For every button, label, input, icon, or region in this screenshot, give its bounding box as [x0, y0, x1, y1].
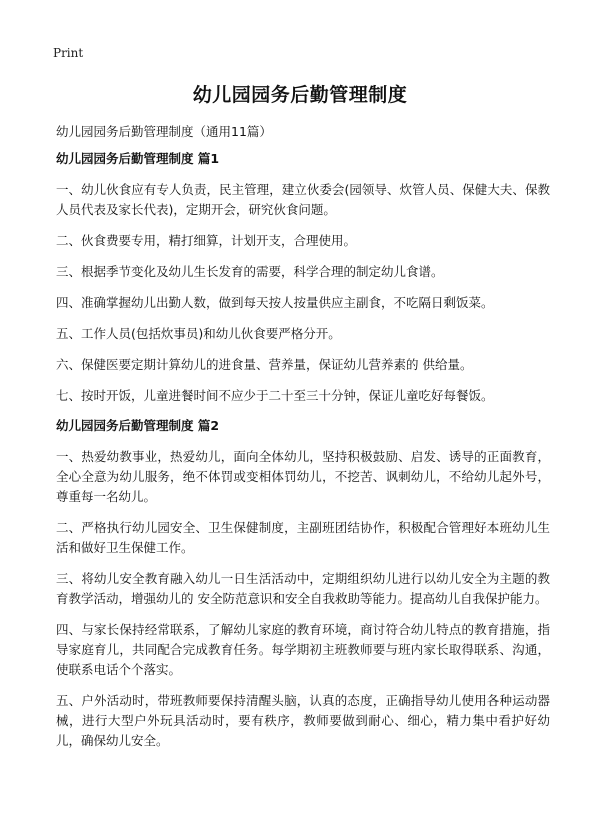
paragraph: 四、与家长保持经常联系，了解幼儿家庭的教育环境，商讨符合幼儿特点的教育措施，指导家庭育儿，共同配合完成教育任务。每学期初主班教师要与班内家长取得联系、沟通，使联系电话个个落实。: [56, 622, 550, 677]
paragraph: 二、严格执行幼儿园安全、卫生保健制度，主副班团结协作，积极配合管理好本班幼儿生活和做好卫生保健工作。: [56, 520, 550, 555]
paragraph: 三、根据季节变化及幼儿生长发育的需要，科学合理的制定幼儿食谱。: [56, 264, 444, 279]
document-body: [56, 150, 550, 762]
paragraph: 五、户外活动时，带班教师要保持清醒头脑，认真的态度，正确指导幼儿使用各种运动器械，进行大型户外玩具活动时，要有秩序，教师要做到耐心、细心，精力集中看护好幼儿，确保幼儿安全。: [56, 693, 550, 748]
paragraph: 五、工作人员(包括炊事员)和幼儿伙食要严格分开。: [56, 326, 341, 341]
section-heading: 幼儿园园务后勤管理制度 篇1: [56, 151, 220, 166]
paragraph: 二、伙食费要专用，精打细算，计划开支，合理使用。: [56, 233, 357, 248]
paragraph: 三、将幼儿安全教育融入幼儿一日生活活动中，定期组织幼儿进行以幼儿安全为主题的教育教学活动，增强幼儿的 安全防范意识和安全自我救助等能力。提高幼儿自我保护能力。: [56, 571, 550, 606]
paragraph: 七、按时开饭，儿童进餐时间不应少于二十至三十分钟，保证儿童吃好每餐饭。: [56, 388, 494, 403]
paragraph: 六、保健医要定期计算幼儿的进食量、营养量，保证幼儿营养素的 供给量。: [56, 357, 473, 372]
paragraph: 一、幼儿伙食应有专人负责，民主管理，建立伙委会(园领导、炊管人员、保健大夫、保教人员代表及家长代表)，定期开会，研究伙食问题。: [56, 182, 550, 217]
section-heading: 幼儿园园务后勤管理制度 篇2: [56, 418, 220, 433]
section-1: [56, 150, 550, 406]
paragraph: 四、准确掌握幼儿出勤人数，做到每天按人按量供应主副食，不吃隔日剩饭菜。: [56, 295, 494, 310]
section-2: [56, 417, 550, 751]
print-label: Print: [53, 46, 84, 60]
document-title: 幼儿园园务后勤管理制度: [192, 84, 408, 106]
document-subtitle: 幼儿园园务后勤管理制度（通用11篇）: [56, 124, 272, 139]
paragraph: 一、热爱幼教事业，热爱幼儿，面向全体幼儿，坚持积极鼓励、启发、诱导的正面教育，全心全意为幼儿服务，绝不体罚或变相体罚幼儿，不挖苦、讽刺幼儿，不给幼儿起外号，尊重每一名幼儿。: [56, 449, 550, 504]
